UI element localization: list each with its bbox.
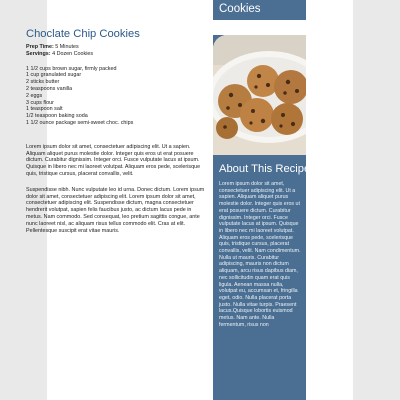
recipe-title: Choclate Chip Cookies	[26, 28, 140, 40]
recipe-main-column	[26, 28, 206, 234]
ingredient-item: 1 1/2 cups brown sugar, firmly packed	[26, 65, 117, 72]
category-tab-label: Cookies	[219, 3, 261, 15]
sidebar-gap	[213, 20, 306, 35]
ingredient-item: 2 teaspoons vanilla	[26, 85, 73, 92]
ingredient-item: 2 sticks butter	[26, 79, 60, 86]
ingredient-item: 1/2 teaspoon baking soda	[26, 113, 88, 120]
servings-value: 4 Dozen Cookies	[52, 50, 94, 57]
prep-time-label: Prep Time:	[26, 44, 54, 50]
ingredient-item: 1 teaspoon salt	[26, 106, 63, 113]
cookies-plate-image	[213, 35, 306, 155]
servings-line	[26, 51, 206, 58]
servings-label: Servings:	[26, 50, 51, 57]
about-title: About This Recipe	[219, 163, 311, 175]
ingredient-item: 2 eggs	[26, 92, 43, 99]
ingredients-list	[26, 66, 206, 127]
prep-time-value: 5 Minutes	[55, 44, 79, 50]
ingredient-item: 1 1/2 ounce package semi-sweet choc. chips	[26, 119, 134, 126]
ingredient-item: 1 cup granulated sugar	[26, 72, 82, 79]
recipe-paragraph-1: Lorem ipsum dolor sit amet, consectetuer adipiscing elit. Ut a sapien. Aliquam aliquet purus molestie dolor. Integer quis eros ut erat posuere dictum. Curabitur dignissim. Integer orci. Fusce vulputate lacus at ipsum. Quisque in libero nec mi laoreet volutpat. Aliquam eros pede, scelerisque quis, tristique cursus, placerat convallis, velit.	[26, 143, 201, 177]
cookies-photo	[213, 35, 306, 155]
category-tab	[213, 0, 306, 20]
prep-time-line	[26, 44, 206, 51]
recipe-paragraph-2: Suspendisse nibh. Nunc vulputate leo id urna. Donec dictum. Lorem ipsum dolor sit amet, consectetuer adipiscing elit. Lorem ipsum dolor sit amet, consectetuer adipiscing elit. Suspendisse dictum, magna consectetuer hendrerit volutpat, sapien felis faucibus justo, ac dictum lacus pede in metus. Nam commodo. Sed consequat, leo pretium sagittis congue, ante nunc laoreet nisl, ac aliquam risus tellus commodo elit. Cras at elit. Pellentesque suscipit erat vitae mauris.	[26, 186, 205, 234]
ingredient-item: 3 cups flour	[26, 99, 54, 106]
about-text: Lorem ipsum dolor sit amet, consectetuer adipiscing elit. Ut a sapien. Aliquam aliquet purus molestie dolor. Integer quis eros ut erat posuere dictum. Curabitur dignissim. Integer orci. Fusce vulputate lacus at ipsum. Quisque in libero nec mi laoreet volutpat. Aliquam eros pede, scelerisque quis, tristique cursus, placerat convallis, velit. Nam condimentum. Nulla ut mauris. Curabitur adipiscing, mauris non dictum aliquam, arcu risus dapibus diam, nec sollicitudin quam erat quis ligula. Aenean massa nulla, volutpat eu, accumsan et, fringilla eget, odio. Nulla placerat porta justo. Nulla vitae turpis. Praesent lacus.Quisque lobortis euismod metus. Nam ante. Nulla fermentum, risus non	[219, 181, 301, 328]
